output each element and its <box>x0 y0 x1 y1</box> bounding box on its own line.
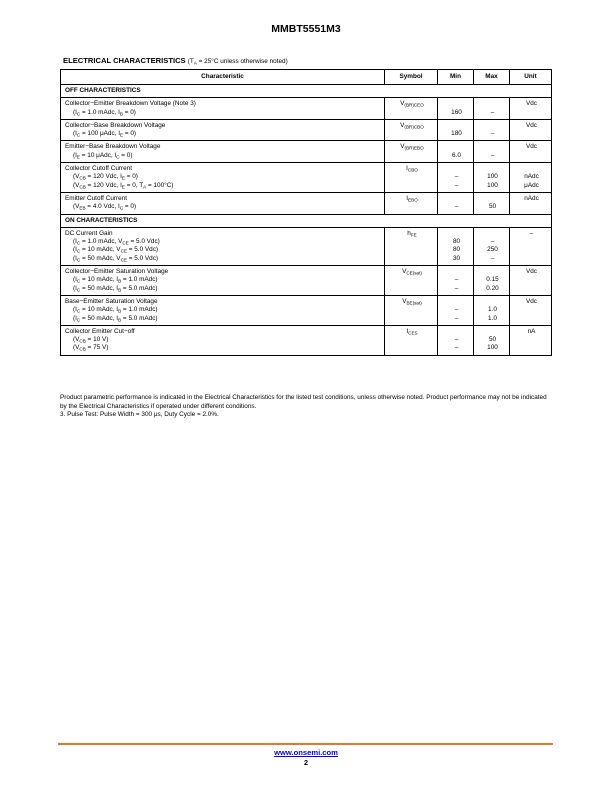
test-condition: ($I_C = 1.0$ mAdc, $I_B = 0$) <box>73 108 136 117</box>
max-cell: – <box>474 119 510 141</box>
min-cell: – – <box>438 266 474 296</box>
max-cell: – 250 – <box>474 227 510 265</box>
characteristic-name: Collector−Emitter Breakdown Voltage (Note 3) <box>65 100 196 108</box>
symbol-cell: $V_{BE(sat)}$ <box>385 295 438 325</box>
characteristic-name: Collector−Base Breakdown Voltage <box>65 121 166 129</box>
test-condition: ($I_E = 10$ μAdc, $I_C = 0$) <box>73 151 133 160</box>
section-title: OFF CHARACTERISTICS <box>61 85 552 98</box>
unit-cell: nAdc <box>510 192 552 214</box>
unit-cell: – <box>510 227 552 265</box>
heading-title: ELECTRICAL CHARACTERISTICS <box>63 56 186 65</box>
table-row <box>61 119 552 141</box>
symbol-cell: $I_{CBO}$ <box>385 163 438 193</box>
unit-cell: Vdc <box>510 141 552 163</box>
footnotes <box>60 394 555 420</box>
table-row <box>61 163 552 193</box>
section-title: ON CHARACTERISTICS <box>61 214 552 227</box>
test-condition: ($I_C = 50$ mAdc, $I_B = 5.0$ mAdc) <box>73 314 158 323</box>
table-row <box>61 98 552 120</box>
min-cell: 6.0 <box>438 141 474 163</box>
symbol-cell: $I_{CES}$ <box>385 325 438 355</box>
test-condition: ($I_C = 10$ mAdc, $I_B = 1.0$ mAdc) <box>73 306 158 314</box>
test-condition: ($I_C = 1.0$ mAdc, $V_{CE} = 5.0$ Vdc) <box>73 238 160 246</box>
characteristic-cell <box>61 227 385 265</box>
unit-cell: Vdc <box>510 98 552 120</box>
table-row <box>61 141 552 163</box>
symbol-cell: $V_{(BR)CBO}$ <box>385 119 438 141</box>
max-cell: 50 100 <box>474 325 510 355</box>
test-condition: ($V_{CB} = 75$ V) <box>73 344 109 352</box>
table-row <box>61 325 552 355</box>
column-header: Unit <box>510 70 552 85</box>
symbol-cell: $V_{CE(sat)}$ <box>385 266 438 296</box>
symbol-cell: $V_{(BR)CEO}$ <box>385 98 438 120</box>
max-cell: 100 100 <box>474 163 510 193</box>
symbol-cell: $V_{(BR)EBO}$ <box>385 141 438 163</box>
characteristic-name: Base−Emitter Saturation Voltage <box>65 297 158 305</box>
min-cell: 180 <box>438 119 474 141</box>
test-condition: ($I_C = 10$ mAdc, $V_{CE} = 5.0$ Vdc) <box>73 246 159 254</box>
min-cell: – – <box>438 163 474 193</box>
characteristic-cell <box>61 295 385 325</box>
unit-cell: Vdc <box>510 295 552 325</box>
characteristic-name: Collector−Emitter Saturation Voltage <box>65 268 169 276</box>
characteristic-cell <box>61 266 385 296</box>
test-condition: ($V_{CB} = 120$ Vdc, $I_E = 0$) <box>73 173 138 181</box>
test-condition: ($I_C = 100$ μAdc, $I_E = 0$) <box>73 130 137 138</box>
min-cell: – – <box>438 325 474 355</box>
characteristic-cell <box>61 119 385 141</box>
unit-cell: Vdc <box>510 119 552 141</box>
column-header: Max <box>474 70 510 85</box>
test-condition: ($V_{CB} = 120$ Vdc, $I_E = 0$, $T_A = 100^\circ C$) <box>73 181 174 190</box>
characteristic-cell <box>61 192 385 214</box>
table-row <box>61 192 552 214</box>
footer-website-link[interactable]: www.onsemi.com <box>274 748 338 757</box>
column-header: Symbol <box>385 70 438 85</box>
test-condition: ($I_C = 50$ mAdc, $V_{CE} = 5.0$ Vdc) <box>73 254 159 263</box>
max-cell: 50 <box>474 192 510 214</box>
symbol-cell: $h_{FE}$ <box>385 227 438 265</box>
min-cell: – – <box>438 295 474 325</box>
column-header: Min <box>438 70 474 85</box>
unit-cell: Vdc <box>510 266 552 296</box>
page-number: 2 <box>304 758 308 767</box>
unit-cell: nA <box>510 325 552 355</box>
characteristic-name: Emitter−Base Breakdown Voltage <box>65 143 161 151</box>
section-row-on <box>61 214 552 227</box>
symbol-cell: $I_{EBO}$ <box>385 192 438 214</box>
max-cell: – <box>474 141 510 163</box>
footer-rule <box>58 743 553 745</box>
unit-cell: nAdc μAdc <box>510 163 552 193</box>
characteristic-cell <box>61 98 385 120</box>
max-cell: – <box>474 98 510 120</box>
disclaimer-text: Product parametric performance is indicated in the Electrical Characteristics for the listed test conditions, unless otherwise noted. Product performance may not be indicated by the Electrical Characteristics if operated under different conditions. <box>60 394 547 410</box>
document-title: MMBT5551M3 <box>271 23 341 35</box>
characteristic-name: Emitter Cutoff Current <box>65 194 128 202</box>
test-condition: ($V_{CB} = 10$ V) <box>73 336 109 344</box>
section-heading <box>63 56 288 65</box>
characteristic-name: DC Current Gain <box>65 229 113 237</box>
test-condition: ($I_C = 10$ mAdc, $I_B = 1.0$ mAdc) <box>73 276 158 284</box>
characteristic-cell <box>61 325 385 355</box>
characteristic-cell <box>61 141 385 163</box>
test-condition: ($I_C = 50$ mAdc, $I_B = 5.0$ mAdc) <box>73 284 158 293</box>
column-header: Characteristic <box>61 70 385 85</box>
table-row <box>61 227 552 265</box>
table-row <box>61 266 552 296</box>
electrical-characteristics-table <box>60 69 552 356</box>
min-cell: – <box>438 192 474 214</box>
characteristic-name: Collector Emitter Cut−off <box>65 327 135 335</box>
characteristic-name: Collector Cutoff Current <box>65 165 133 173</box>
test-condition: ($V_{EB} = 4.0$ Vdc, $I_C = 0$) <box>73 203 137 211</box>
note-3: 3. Pulse Test: Pulse Width = 300 μs, Duty Cycle = 2.0%. <box>60 411 219 419</box>
section-row-off <box>61 85 552 98</box>
characteristic-cell <box>61 163 385 193</box>
min-cell: 160 <box>438 98 474 120</box>
min-cell: 80 80 30 <box>438 227 474 265</box>
max-cell: 1.0 1.0 <box>474 295 510 325</box>
heading-condition: ($T_A = 25^\circ C$ unless otherwise noted) <box>187 58 288 66</box>
max-cell: 0.15 0.20 <box>474 266 510 296</box>
table-row <box>61 295 552 325</box>
table-header-row <box>61 70 552 85</box>
